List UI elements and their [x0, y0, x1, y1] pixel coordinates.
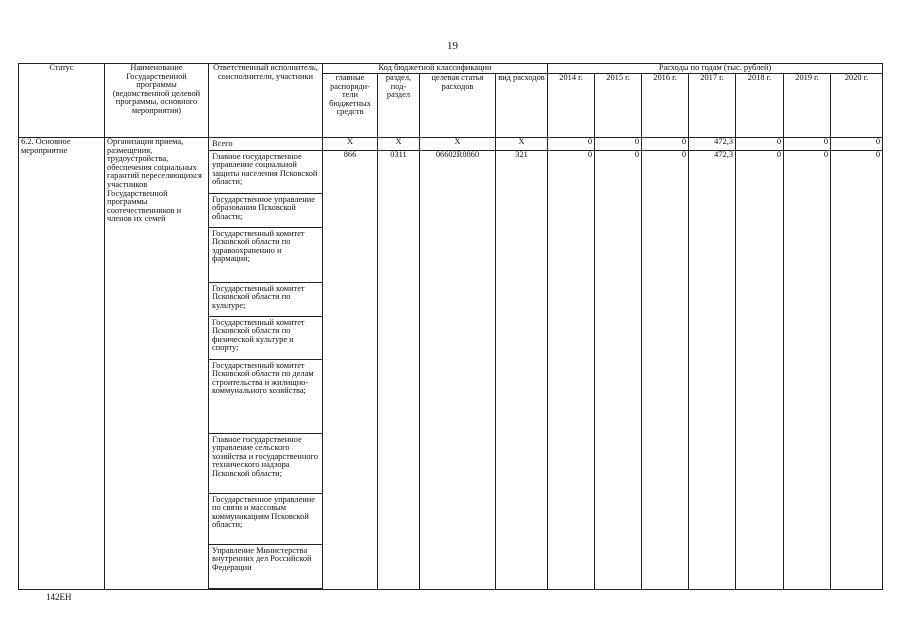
first-value: 0: [642, 150, 689, 589]
total-value: 0: [784, 138, 831, 151]
header-budget-col: главные распоряди-тели бюджетных средств: [323, 74, 378, 138]
first-value: 0: [736, 150, 784, 589]
first-value: 0: [784, 150, 831, 589]
first-code: 866: [323, 150, 378, 589]
header-year: 2016 г.: [642, 74, 689, 138]
header-expenses-group: Расходы по годам (тыс. рублей): [548, 64, 883, 74]
first-value: 0: [548, 150, 595, 589]
first-value: 0: [831, 150, 883, 589]
row-status: 6.2. Основное мероприятие: [19, 138, 105, 590]
header-year: 2019 г.: [784, 74, 831, 138]
total-label: Всего: [209, 138, 323, 151]
total-code: X: [496, 138, 548, 151]
header-year: 2014 г.: [548, 74, 595, 138]
executor-item: Государственный комитет Псковской области по делам строительства и жилищно-коммунального хозяйства;: [209, 359, 323, 433]
program-table: [18, 63, 883, 590]
executor-item: Главное государственное управление сельского хозяйства и государственного технического надзора Псковской области;: [209, 433, 323, 493]
first-code: 06602R0860: [420, 150, 496, 589]
first-code: 0311: [378, 150, 420, 589]
total-value: 0: [595, 138, 642, 151]
header-year: 2018 г.: [736, 74, 784, 138]
total-value: 0: [548, 138, 595, 151]
executor-item: Государственный комитет Псковской области по культуре;: [209, 282, 323, 316]
total-value: 472,3: [689, 138, 736, 151]
first-value: 0: [595, 150, 642, 589]
header-year: 2020 г.: [831, 74, 883, 138]
executor-item: Управление Министерства внутренних дел Российской Федерации: [209, 544, 323, 588]
total-code: X: [420, 138, 496, 151]
executor-item: Государственное управление по связи и массовым коммуникациям Псковской области;: [209, 493, 323, 544]
executor-item: Государственный комитет Псковской области по физической культуре и спорту;: [209, 316, 323, 359]
total-value: 0: [736, 138, 784, 151]
total-code: X: [323, 138, 378, 151]
total-value: 0: [831, 138, 883, 151]
header-budget-col: вид расходов: [496, 74, 548, 138]
footer-code: 142ЕН: [46, 592, 72, 602]
header-budget-group: Код бюджетной классификации: [323, 64, 548, 74]
first-value: 472,3: [689, 150, 736, 589]
header-year: 2017 г.: [689, 74, 736, 138]
header-budget-col: раздел, под-раздел: [378, 74, 420, 138]
first-code: 321: [496, 150, 548, 589]
header-budget-col: целевая статья расходов: [420, 74, 496, 138]
header-status: Статус: [19, 64, 105, 138]
total-value: 0: [642, 138, 689, 151]
executor-item: Государственное управление образования Псковской области;: [209, 193, 323, 227]
header-year: 2015 г.: [595, 74, 642, 138]
executor-item: Главное государственное управление социальной защиты населения Псковской области;: [209, 150, 323, 193]
total-code: X: [378, 138, 420, 151]
executor-filler: [209, 588, 323, 589]
executor-item: Государственный комитет Псковской области по здравоохранению и фармации;: [209, 227, 323, 282]
page-number: 19: [447, 40, 458, 52]
header-name: Наименование Государственной программы (ведомственной целевой программы, основного мероприятия): [105, 64, 209, 138]
row-name: Организация приема, размещения, трудоустройства, обеспечения социальных гарантий переселяющихся участников Государственной программы соотечественников и членов их семей: [105, 138, 209, 590]
header-executor: Ответственный исполнитель, соисполнители, участники: [209, 64, 323, 138]
